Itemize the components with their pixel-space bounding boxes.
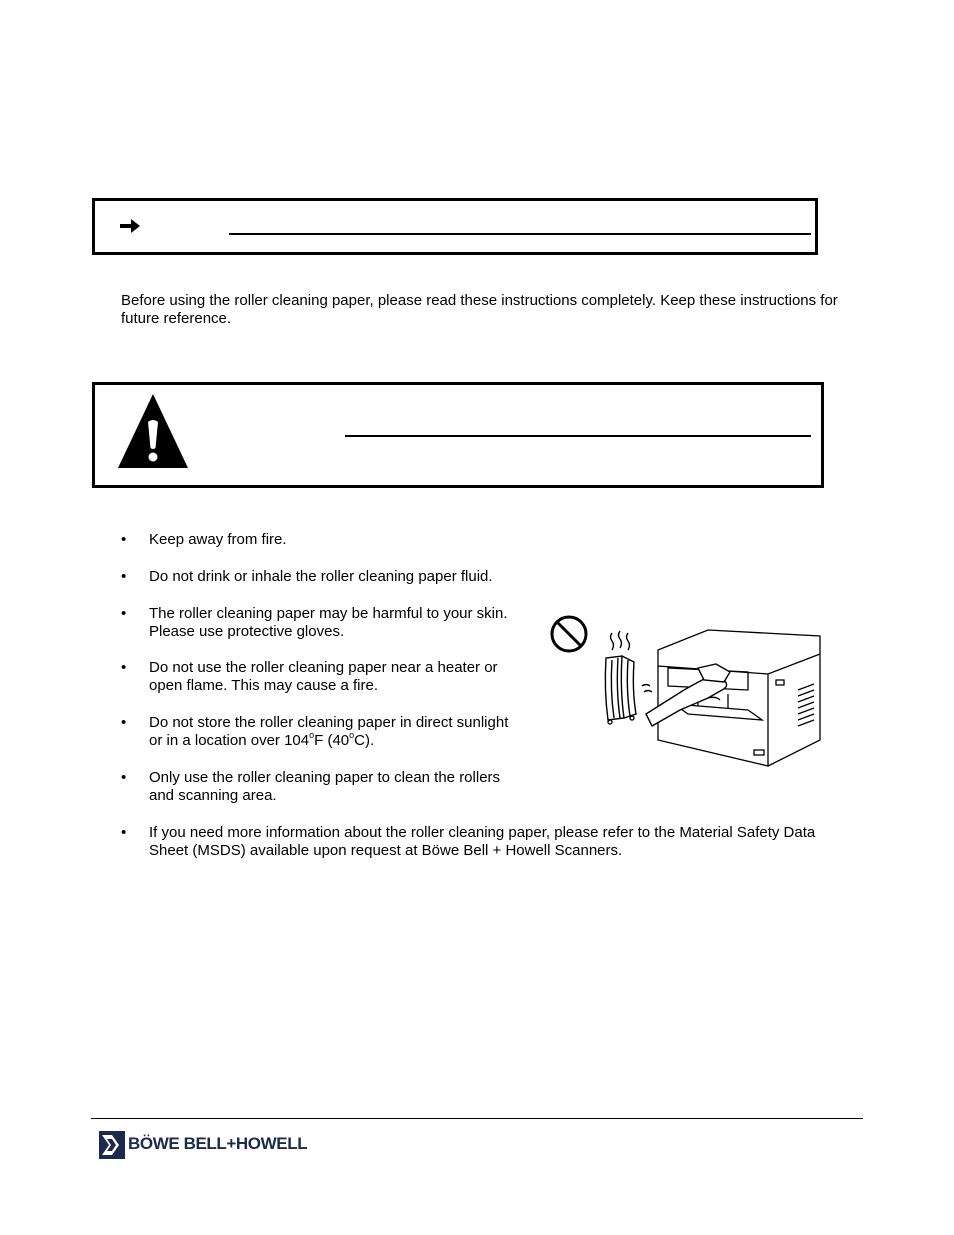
warning-box [92, 382, 824, 488]
note-rule [229, 233, 811, 235]
company-logo [99, 1131, 319, 1159]
bullet-text-line2: open flame. This may cause a fire. [149, 677, 378, 694]
bullet-text: If you need more information about the roller cleaning paper, please refer to the Material Safety Data [149, 824, 816, 841]
bullet-text-line2: or in a location over 104$^o$F (40$^o$C). [149, 730, 375, 749]
bullet-dot: • [121, 769, 127, 786]
bullet-text: The roller cleaning paper may be harmful to your skin. [149, 605, 508, 622]
bullet-dot: • [121, 605, 127, 622]
logo-text: BÖWE BELL+HOWELL [128, 1134, 308, 1153]
bullet-dot: • [121, 659, 127, 676]
bullet-dot: • [121, 568, 127, 585]
warning-triangle-icon [116, 392, 190, 470]
prohibited-icon [552, 617, 586, 651]
bullet-dot: • [121, 714, 127, 731]
intro-paragraph: Before using the roller cleaning paper, please read these instructions completely. Keep these instructions for future reference. [121, 292, 838, 327]
bullet-text: Keep away from fire. [149, 531, 287, 548]
warning-rule [345, 435, 811, 437]
bullet-text-line2: Please use protective gloves. [149, 623, 345, 640]
bullet-text: Only use the roller cleaning paper to clean the rollers [149, 769, 501, 786]
bullet-text: Do not use the roller cleaning paper near a heater or [149, 659, 498, 676]
bullet-text: Do not store the roller cleaning paper in direct sunlight [149, 714, 509, 731]
bullet-text: Do not drink or inhale the roller cleaning paper fluid. [149, 568, 493, 585]
note-box [92, 198, 818, 255]
heater-icon [605, 631, 652, 724]
no-heater-prohibited-illustration [548, 610, 824, 770]
bullet-dot: • [121, 531, 127, 548]
right-arrow-icon [119, 217, 141, 235]
footer-rule [91, 1118, 863, 1119]
bullet-text-line2: and scanning area. [149, 787, 277, 804]
bbh-logo-mark-icon [99, 1131, 125, 1159]
bullet-dot: • [121, 824, 127, 841]
bullet-text-line2: Sheet (MSDS) available upon request at Böwe Bell + Howell Scanners. [149, 842, 623, 859]
